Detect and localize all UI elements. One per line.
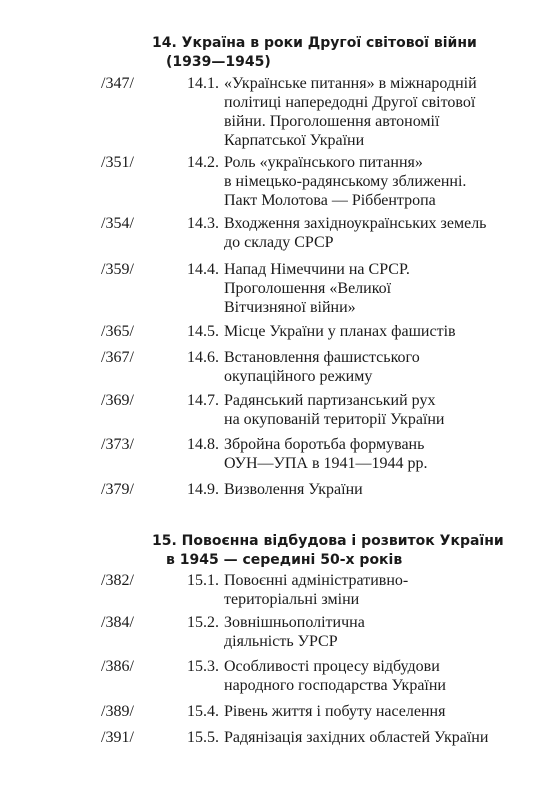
- section-title-line: (1939—1945): [166, 54, 271, 70]
- page-number: /384/: [101, 614, 134, 631]
- entry-number: 14.4.: [187, 261, 219, 278]
- entry-number: 14.9.: [187, 481, 219, 498]
- entry-number: 15.2.: [187, 614, 219, 631]
- entry-title: Зовнішньополітична діяльність УРСР: [224, 614, 365, 650]
- entry-number: 14.6.: [187, 349, 219, 366]
- entry-title: «Українське питання» в міжнародній політиці напередодні Другої світової війни. Проголошення автономії Карпатської України: [224, 75, 477, 149]
- page-number: /373/: [101, 436, 134, 453]
- page-number: /391/: [101, 729, 134, 746]
- entry-title: Входження західноукраїнських земель до складу СРСР: [224, 215, 487, 251]
- section-title-line: в 1945 — середині 50-х років: [166, 552, 403, 568]
- page-number: /379/: [101, 481, 134, 498]
- section-title-line: 15. Повоєнна відбудова і розвиток України: [152, 533, 504, 549]
- entry-title: Визволення України: [224, 481, 363, 498]
- section-14-title: [152, 34, 532, 72]
- page-number: /365/: [101, 323, 134, 340]
- page-number: /386/: [101, 658, 134, 675]
- entry-number: 14.3.: [187, 215, 219, 232]
- entry-title: Радянський партизанський рух на окупованій території України: [224, 392, 445, 428]
- page-number: /389/: [101, 703, 134, 720]
- entry-number: 14.5.: [187, 323, 219, 340]
- entry-title: Радянізація західних областей України: [224, 729, 489, 746]
- page-number: /347/: [101, 75, 134, 92]
- entry-number: 14.8.: [187, 436, 219, 453]
- section-title-line: 14. Україна в роки Другої світової війни: [152, 35, 477, 51]
- entry-number: 14.7.: [187, 392, 219, 409]
- page-number: /367/: [101, 349, 134, 366]
- section-15-title: [152, 532, 532, 570]
- entry-title: Напад Німеччини на СРСР. Проголошення «Великої Вітчизняної війни»: [224, 261, 410, 316]
- entry-title: Збройна боротьба формувань ОУН—УПА в 1941—1944 рр.: [224, 436, 428, 472]
- page-number: /369/: [101, 392, 134, 409]
- page-number: /351/: [101, 154, 134, 171]
- entry-title: Місце України у планах фашистів: [224, 323, 456, 340]
- entry-number: 14.2.: [187, 154, 219, 171]
- entry-title: Роль «українського питання» в німецько-радянському зближенні. Пакт Молотова — Ріббентропа: [224, 154, 467, 209]
- page-number: /359/: [101, 261, 134, 278]
- entry-number: 15.1.: [187, 572, 219, 589]
- entry-number: 14.1.: [187, 75, 219, 92]
- entry-number: 15.4.: [187, 703, 219, 720]
- entry-number: 15.3.: [187, 658, 219, 675]
- entry-title: Рівень життя і побуту населення: [224, 703, 446, 720]
- entry-number: 15.5.: [187, 729, 219, 746]
- entry-title: Встановлення фашистського окупаційного режиму: [224, 349, 420, 385]
- entry-title: Повоєнні адміністративно- територіальні зміни: [224, 572, 409, 608]
- page-number: /354/: [101, 215, 134, 232]
- entry-title: Особливості процесу відбудови народного господарства України: [224, 658, 446, 694]
- page-number: /382/: [101, 572, 134, 589]
